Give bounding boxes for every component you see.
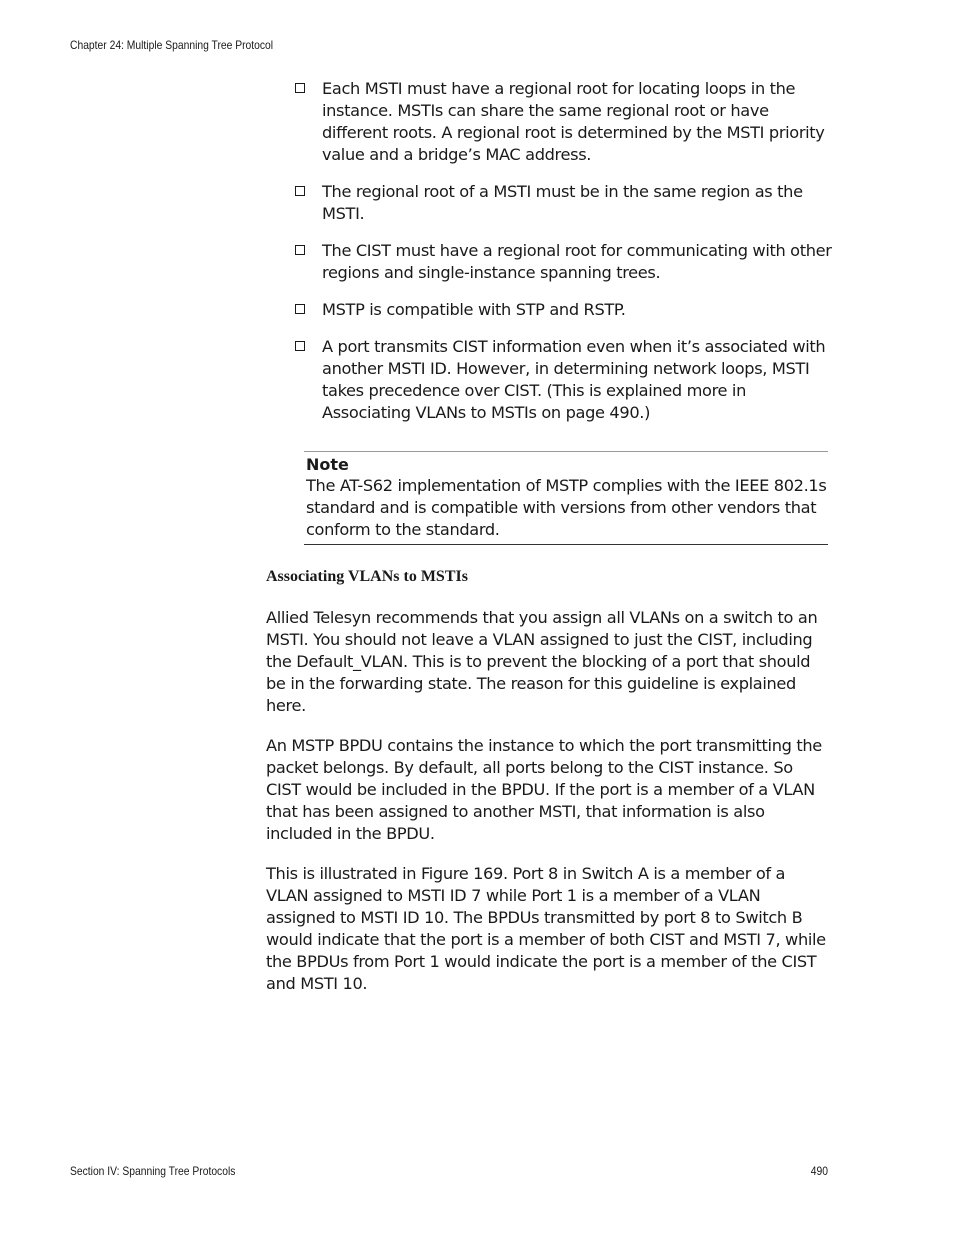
list-item-text: The regional root of a MSTI must be in the same region as the MSTI. — [322, 182, 803, 223]
list-item — [294, 299, 834, 321]
checkbox-bullet-icon — [295, 245, 305, 255]
page-number: 490 — [810, 1164, 828, 1178]
list-item — [294, 181, 834, 225]
body-paragraph: This is illustrated in Figure 169. Port 8 in Switch A is a member of a VLAN assigned to MSTI ID 7 while Port 1 is a member of a VLAN assigned to MSTI ID 10. The BPDUs transmitted by port 8 to Switch B would indicate that the port is a member of both CIST and MSTI 7, while the BPDUs from Port 1 would indicate the port is a member of the CIST and MSTI 10. — [266, 864, 826, 993]
list-item-text: Each MSTI must have a regional root for locating loops in the instance. MSTIs can share the same regional root or have different roots. A regional root is determined by the MSTI priority value and a bridge’s MAC address. — [322, 79, 825, 164]
body-paragraph: An MSTP BPDU contains the instance to which the port transmitting the packet belongs. By default, all ports belong to the CIST instance. So CIST would be included in the BPDU. If the port is a member of a VLAN that has been assigned to another MSTI, that information is also included in the BPDU. — [266, 736, 822, 843]
checkbox-bullet-icon — [295, 341, 305, 351]
list-item-text: MSTP is compatible with STP and RSTP. — [322, 300, 626, 319]
checkbox-bullet-icon — [295, 186, 305, 196]
checkbox-bullet-icon — [295, 304, 305, 314]
note-box — [304, 451, 828, 545]
list-item — [294, 336, 834, 424]
running-header: Chapter 24: Multiple Spanning Tree Protocol — [70, 38, 274, 52]
running-footer: Section IV: Spanning Tree Protocols — [70, 1164, 236, 1178]
note-text: The AT-S62 implementation of MSTP complies with the IEEE 802.1s standard and is compatible with versions from other vendors that conform to the standard. — [306, 476, 827, 539]
bullet-list — [294, 78, 834, 439]
note-title: Note — [306, 455, 349, 474]
list-item — [294, 240, 834, 284]
list-item-text: A port transmits CIST information even when it’s associated with another MSTI ID. However, in determining network loops, MSTI takes precedence over CIST. (This is explained more in Associating VLANs to MSTIs on page 490.) — [322, 337, 826, 422]
list-item — [294, 78, 834, 166]
list-item-text: The CIST must have a regional root for communicating with other regions and single-instance spanning trees. — [322, 241, 832, 282]
checkbox-bullet-icon — [295, 83, 305, 93]
body-paragraph: Allied Telesyn recommends that you assign all VLANs on a switch to an MSTI. You should not leave a VLAN assigned to just the CIST, including the Default_VLAN. This is to prevent the blocking of a port that should be in the forwarding state. The reason for this guideline is explained here. — [266, 608, 818, 715]
section-heading: Associating VLANs to MSTIs — [266, 568, 468, 585]
